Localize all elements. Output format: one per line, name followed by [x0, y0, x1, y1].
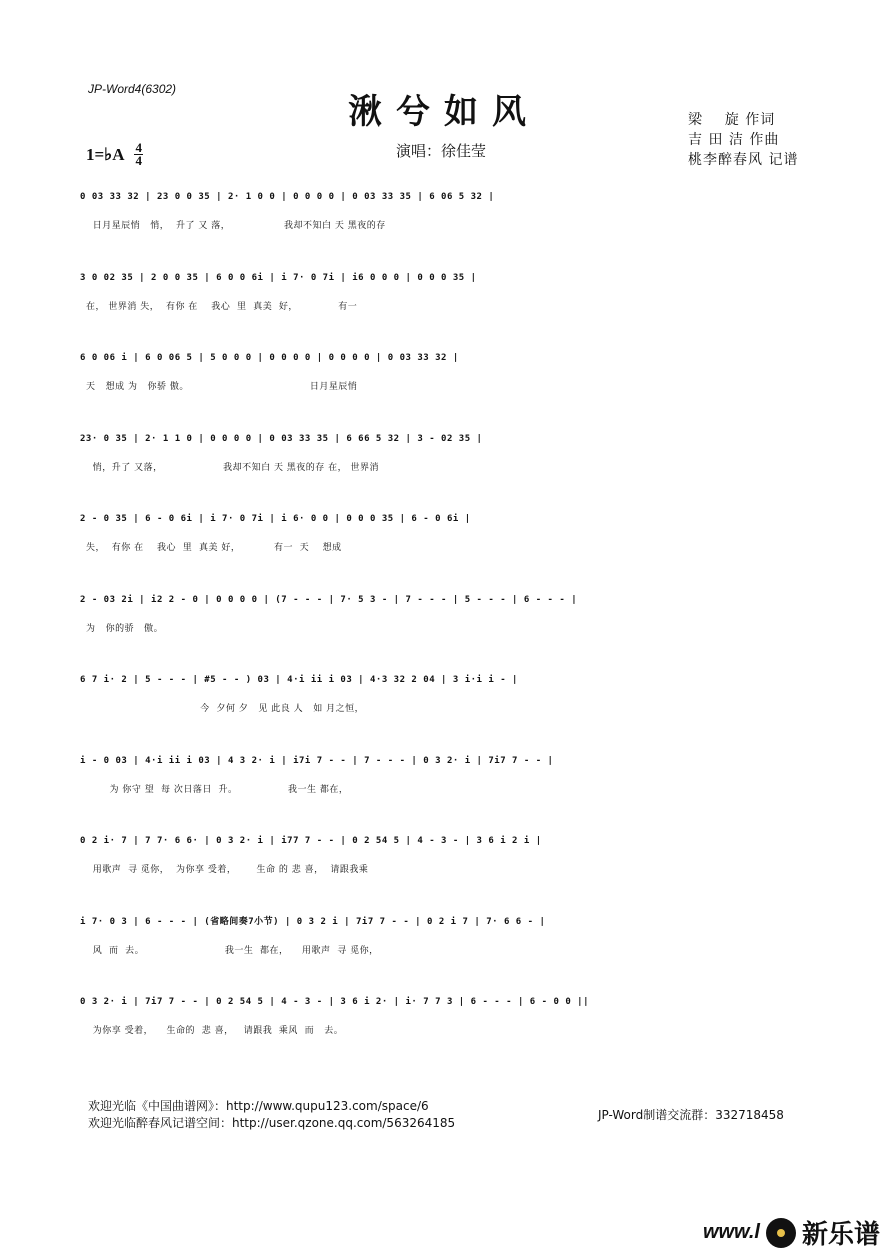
- score-system: [80, 424, 810, 486]
- singer-label: 演唱：徐佳莹: [396, 142, 487, 160]
- vinyl-logo-icon: [766, 1218, 796, 1248]
- score-system: [80, 263, 810, 325]
- notation-line: 23· 0 35 | 2· 1 1 0 | 0 0 0 0 | 0 03 33 35 | 6 66 5 32 | 3 - 02 35 |: [80, 433, 483, 444]
- notation-line: 3 0 02 35 | 2 0 0 35 | 6 0 0 6i | i 7· 0 7i | i6 0 0 0 | 0 0 0 35 |: [80, 272, 477, 283]
- key-label: 1=♭A: [86, 144, 125, 164]
- key-signature: [86, 142, 143, 167]
- watermark-url: www.l: [702, 1221, 760, 1243]
- score-system: [80, 343, 810, 405]
- notation-line: 2 - 03 2i | i2 2 - 0 | 0 0 0 0 | (7 - - - | 7· 5 3 - | 7 - - - | 5 - - - | 6 - - - |: [80, 594, 578, 605]
- lyrics-line: 今 夕何 夕 见 此良 人 如 月之恒，: [86, 704, 365, 714]
- notation-line: 6 7 i· 2 | 5 - - - | #5 - - ) 03 | 4·i ii i 03 | 4·3 32 2 04 | 3 i·i i - |: [80, 675, 518, 685]
- time-numerator: 4: [135, 140, 142, 155]
- lyrics-line: 悄，升了 又落， 我却不知白 天 黑夜的存 在， 世界消: [86, 462, 380, 473]
- lyrics-line: 风 而 去。 我一生 都在， 用歌声 寻 觅你，: [86, 945, 379, 956]
- lyrics-line: 为 你的骄 傲。: [86, 623, 164, 634]
- software-label: JP-Word4(6302): [88, 82, 177, 96]
- composer-credit: 吉 田 洁 作曲: [688, 132, 780, 148]
- footer-links: [88, 1098, 455, 1132]
- score-system: [80, 746, 810, 808]
- lyrics-line: 为 你守 望 每 次日落日 升。 我一生 都在，: [86, 784, 349, 795]
- notation-line: 0 3 2· i | 7i7 7 - - | 0 2 54 5 | 4 - 3 - | 3 6 i 2· | i· 7 7 3 | 6 - - - | 6 - 0 0 ||: [80, 997, 589, 1007]
- watermark-name: 新乐谱: [801, 1220, 880, 1250]
- lyricist-credit: 梁 旋 作词: [688, 112, 776, 128]
- footer-group: JP-Word制谱交流群：332718458: [598, 1108, 784, 1122]
- notation-line: 2 - 0 35 | 6 - 0 6i | i 7· 0 7i | i 6· 0 0 | 0 0 0 35 | 6 - 0 6i |: [80, 514, 471, 524]
- score-system: [80, 987, 810, 1049]
- transcriber-credit: 桃李醉春风 记谱: [688, 152, 799, 168]
- lyrics-line: 失， 有你 在 我心 里 真美 好， 有一 天 想成: [86, 543, 342, 553]
- score-system: [80, 182, 810, 244]
- footer-link-qupu[interactable]: 欢迎光临《中国曲谱网》：http://www.qupu123.com/space/6: [88, 1099, 429, 1113]
- time-signature: [134, 142, 143, 167]
- notation-line: 0 03 33 32 | 23 0 0 35 | 2· 1 0 0 | 0 0 0 0 | 0 03 33 35 | 6 06 5 32 |: [80, 192, 495, 202]
- notation-line: 0 2 i· 7 | 7 7· 6 6· | 0 3 2· i | i77 7 - - | 0 2 54 5 | 4 - 3 - | 3 6 i 2 i |: [80, 836, 542, 846]
- lyrics-line: 用歌声 寻 觅你， 为你享 受着， 生命 的 悲 喜， 请跟我乘: [86, 865, 369, 875]
- score-system: [80, 504, 810, 566]
- score-system: [80, 585, 810, 647]
- score-system: [80, 826, 810, 888]
- notation-line: i 7· 0 3 | 6 - - - | (省略间奏7小节) | 0 3 2 i | 7i7 7 - - | 0 2 i 7 | 7· 6 6 - |: [80, 916, 546, 927]
- time-denominator: 4: [135, 153, 142, 168]
- footer-link-qzone[interactable]: 欢迎光临醉春风记谱空间：http://user.qzone.qq.com/563264185: [88, 1116, 456, 1130]
- notation-line: i - 0 03 | 4·i ii i 03 | 4 3 2· i | i7i 7 - - | 7 - - - | 0 3 2· i | 7i7 7 - - |: [80, 755, 554, 766]
- credits: [688, 110, 798, 170]
- lyrics-line: 日月星辰悄 悄， 升了 又 落， 我却不知白 天 黑夜的存: [86, 221, 386, 231]
- notation-line: 6 0 06 i | 6 0 06 5 | 5 0 0 0 | 0 0 0 0 | 0 0 0 0 | 0 03 33 32 |: [80, 353, 459, 363]
- lyrics-line: 在， 世界消 失， 有你 在 我心 里 真美 好， 有一: [86, 301, 358, 312]
- lyrics-line: 为你享 受着， 生命的 悲 喜， 请跟我 乘风 而 去。: [86, 1026, 344, 1036]
- score-system: [80, 665, 810, 727]
- lyrics-line: 天 想成 为 你骄 傲。 日月星辰悄: [86, 382, 358, 392]
- song-title: 湫兮如风: [348, 92, 540, 132]
- watermark: [703, 1214, 880, 1251]
- score-system: [80, 907, 810, 969]
